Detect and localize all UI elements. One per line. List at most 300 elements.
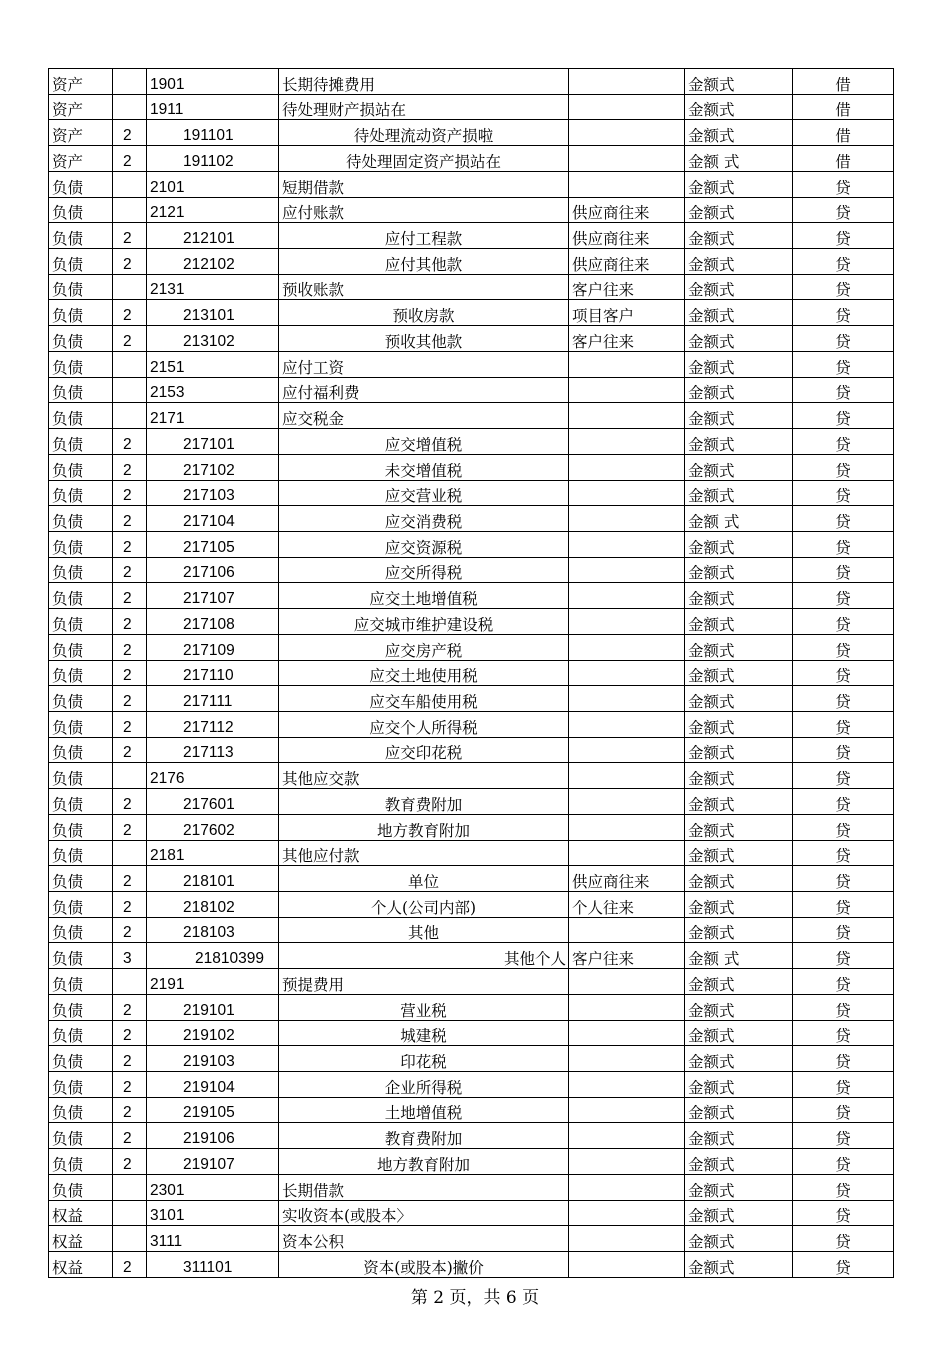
account-name-cell: 资本(或股本)撇价 bbox=[279, 1252, 569, 1278]
direction-cell: 贷 bbox=[793, 1072, 894, 1098]
table-row bbox=[49, 94, 894, 120]
auxiliary-cell bbox=[569, 660, 685, 686]
account-type-cell: 负债 bbox=[49, 711, 113, 737]
level-cell: 2 bbox=[113, 249, 147, 275]
account-code-cell: 217101 bbox=[147, 429, 279, 455]
account-type-cell: 负债 bbox=[49, 1020, 113, 1046]
table-row bbox=[49, 634, 894, 660]
table-row bbox=[49, 660, 894, 686]
direction-cell: 贷 bbox=[793, 480, 894, 506]
format-cell: 金额式 bbox=[685, 300, 793, 326]
account-code-cell: 219102 bbox=[147, 1020, 279, 1046]
format-cell: 金额式 bbox=[685, 351, 793, 377]
account-type-cell: 负债 bbox=[49, 197, 113, 223]
direction-cell: 贷 bbox=[793, 814, 894, 840]
direction-cell: 贷 bbox=[793, 943, 894, 969]
account-type-cell: 负债 bbox=[49, 917, 113, 943]
level-cell bbox=[113, 969, 147, 995]
account-type-cell: 负债 bbox=[49, 609, 113, 635]
account-code-cell: 217107 bbox=[147, 583, 279, 609]
account-name-cell: 应付其他款 bbox=[279, 249, 569, 275]
table-row bbox=[49, 146, 894, 172]
account-code-cell: 2181 bbox=[147, 840, 279, 866]
account-type-cell: 负债 bbox=[49, 1072, 113, 1098]
account-code-cell: 217109 bbox=[147, 634, 279, 660]
account-name-cell: 单位 bbox=[279, 866, 569, 892]
table-row bbox=[49, 737, 894, 763]
table-row bbox=[49, 1097, 894, 1123]
format-cell: 金额式 bbox=[685, 557, 793, 583]
direction-cell: 贷 bbox=[793, 1226, 894, 1252]
auxiliary-cell bbox=[569, 634, 685, 660]
format-cell: 金额式 bbox=[685, 840, 793, 866]
format-cell: 金额式 bbox=[685, 1072, 793, 1098]
auxiliary-cell bbox=[569, 1200, 685, 1226]
account-code-cell: 212101 bbox=[147, 223, 279, 249]
auxiliary-cell bbox=[569, 120, 685, 146]
account-name-cell: 应交税金 bbox=[279, 403, 569, 429]
level-cell: 2 bbox=[113, 1072, 147, 1098]
account-type-cell: 负债 bbox=[49, 351, 113, 377]
account-name-cell: 长期待摊费用 bbox=[279, 69, 569, 95]
table-row bbox=[49, 917, 894, 943]
account-type-cell: 负债 bbox=[49, 454, 113, 480]
table-row bbox=[49, 197, 894, 223]
account-code-cell: 219105 bbox=[147, 1097, 279, 1123]
account-name-cell: 应交土地使用税 bbox=[279, 660, 569, 686]
table-row bbox=[49, 403, 894, 429]
level-cell: 2 bbox=[113, 506, 147, 532]
direction-cell: 贷 bbox=[793, 634, 894, 660]
format-cell: 金额式 bbox=[685, 223, 793, 249]
table-row bbox=[49, 994, 894, 1020]
table-row bbox=[49, 866, 894, 892]
level-cell: 2 bbox=[113, 1252, 147, 1278]
format-cell: 金额式 bbox=[685, 1252, 793, 1278]
account-type-cell: 负债 bbox=[49, 506, 113, 532]
direction-cell: 借 bbox=[793, 94, 894, 120]
auxiliary-cell bbox=[569, 737, 685, 763]
level-cell bbox=[113, 197, 147, 223]
level-cell bbox=[113, 763, 147, 789]
table-row bbox=[49, 531, 894, 557]
direction-cell: 贷 bbox=[793, 197, 894, 223]
level-cell bbox=[113, 94, 147, 120]
account-name-cell: 应交个人所得税 bbox=[279, 711, 569, 737]
level-cell: 2 bbox=[113, 429, 147, 455]
account-code-cell: 218101 bbox=[147, 866, 279, 892]
account-name-cell: 应交城市维护建设税 bbox=[279, 609, 569, 635]
auxiliary-cell bbox=[569, 763, 685, 789]
account-name-cell: 应交房产税 bbox=[279, 634, 569, 660]
table-row bbox=[49, 1174, 894, 1200]
account-name-cell: 长期借款 bbox=[279, 1174, 569, 1200]
account-name-cell: 其他应交款 bbox=[279, 763, 569, 789]
page-number: 第 2 页，共 6 页 bbox=[410, 1288, 540, 1308]
format-cell: 金额式 bbox=[685, 531, 793, 557]
account-code-cell: 191102 bbox=[147, 146, 279, 172]
level-cell bbox=[113, 403, 147, 429]
account-code-cell: 217602 bbox=[147, 814, 279, 840]
account-code-cell: 3101 bbox=[147, 1200, 279, 1226]
account-code-cell: 217105 bbox=[147, 531, 279, 557]
account-name-cell: 待处理财产损站在 bbox=[279, 94, 569, 120]
auxiliary-cell bbox=[569, 557, 685, 583]
level-cell bbox=[113, 69, 147, 95]
direction-cell: 借 bbox=[793, 120, 894, 146]
auxiliary-cell bbox=[569, 1072, 685, 1098]
direction-cell: 贷 bbox=[793, 506, 894, 532]
auxiliary-cell bbox=[569, 814, 685, 840]
account-type-cell: 负债 bbox=[49, 1123, 113, 1149]
level-cell: 2 bbox=[113, 1149, 147, 1175]
table-row bbox=[49, 351, 894, 377]
auxiliary-cell bbox=[569, 917, 685, 943]
format-cell: 金额式 bbox=[685, 377, 793, 403]
auxiliary-cell bbox=[569, 171, 685, 197]
level-cell: 2 bbox=[113, 892, 147, 918]
account-code-cell: 219106 bbox=[147, 1123, 279, 1149]
account-name-cell: 应付工资 bbox=[279, 351, 569, 377]
auxiliary-cell bbox=[569, 506, 685, 532]
format-cell: 金额式 bbox=[685, 583, 793, 609]
direction-cell: 贷 bbox=[793, 1200, 894, 1226]
account-name-cell: 个人(公司内部) bbox=[279, 892, 569, 918]
level-cell bbox=[113, 1174, 147, 1200]
table-row bbox=[49, 892, 894, 918]
format-cell: 金额式 bbox=[685, 1046, 793, 1072]
account-name-cell: 应交印花税 bbox=[279, 737, 569, 763]
auxiliary-cell: 供应商往来 bbox=[569, 223, 685, 249]
format-cell: 金额式 bbox=[685, 892, 793, 918]
account-name-cell: 应交增值税 bbox=[279, 429, 569, 455]
format-cell: 金额式 bbox=[685, 1149, 793, 1175]
format-cell: 金额式 bbox=[685, 326, 793, 352]
auxiliary-cell bbox=[569, 840, 685, 866]
level-cell bbox=[113, 1226, 147, 1252]
account-name-cell: 教育费附加 bbox=[279, 789, 569, 815]
account-name-cell: 应付账款 bbox=[279, 197, 569, 223]
table-row bbox=[49, 557, 894, 583]
account-name-cell: 预提费用 bbox=[279, 969, 569, 995]
format-cell: 金额式 bbox=[685, 120, 793, 146]
format-cell: 金额式 bbox=[685, 403, 793, 429]
format-cell: 金额式 bbox=[685, 789, 793, 815]
account-name-cell: 待处理流动资产损啦 bbox=[279, 120, 569, 146]
table-row bbox=[49, 814, 894, 840]
account-type-cell: 负债 bbox=[49, 763, 113, 789]
auxiliary-cell bbox=[569, 146, 685, 172]
level-cell: 2 bbox=[113, 711, 147, 737]
format-cell: 金额式 bbox=[685, 814, 793, 840]
account-code-cell: 2171 bbox=[147, 403, 279, 429]
level-cell bbox=[113, 171, 147, 197]
account-name-cell: 印花税 bbox=[279, 1046, 569, 1072]
level-cell: 2 bbox=[113, 686, 147, 712]
account-type-cell: 负债 bbox=[49, 1097, 113, 1123]
level-cell bbox=[113, 377, 147, 403]
account-code-cell: 217113 bbox=[147, 737, 279, 763]
auxiliary-cell bbox=[569, 711, 685, 737]
direction-cell: 贷 bbox=[793, 351, 894, 377]
auxiliary-cell bbox=[569, 480, 685, 506]
auxiliary-cell bbox=[569, 1252, 685, 1278]
auxiliary-cell bbox=[569, 1149, 685, 1175]
table-row bbox=[49, 1226, 894, 1252]
format-cell: 金额 式 bbox=[685, 146, 793, 172]
level-cell: 2 bbox=[113, 814, 147, 840]
account-type-cell: 资产 bbox=[49, 146, 113, 172]
account-type-cell: 负债 bbox=[49, 737, 113, 763]
account-type-cell: 资产 bbox=[49, 69, 113, 95]
auxiliary-cell: 供应商往来 bbox=[569, 197, 685, 223]
account-type-cell: 负债 bbox=[49, 249, 113, 275]
account-type-cell: 负债 bbox=[49, 171, 113, 197]
account-type-cell: 负债 bbox=[49, 583, 113, 609]
account-code-cell: 2301 bbox=[147, 1174, 279, 1200]
auxiliary-cell bbox=[569, 531, 685, 557]
table-row bbox=[49, 1252, 894, 1278]
account-name-cell: 待处理固定资产损站在 bbox=[279, 146, 569, 172]
account-type-cell: 负债 bbox=[49, 634, 113, 660]
account-name-cell: 其他个人 bbox=[279, 943, 569, 969]
auxiliary-cell bbox=[569, 1123, 685, 1149]
table-row bbox=[49, 429, 894, 455]
table-row bbox=[49, 274, 894, 300]
direction-cell: 贷 bbox=[793, 892, 894, 918]
account-code-cell: 217111 bbox=[147, 686, 279, 712]
account-type-cell: 负债 bbox=[49, 789, 113, 815]
table-row bbox=[49, 223, 894, 249]
auxiliary-cell bbox=[569, 969, 685, 995]
account-name-cell: 营业税 bbox=[279, 994, 569, 1020]
account-type-cell: 负债 bbox=[49, 531, 113, 557]
account-type-cell: 负债 bbox=[49, 660, 113, 686]
level-cell: 2 bbox=[113, 480, 147, 506]
format-cell: 金额式 bbox=[685, 763, 793, 789]
level-cell: 2 bbox=[113, 326, 147, 352]
table-row bbox=[49, 300, 894, 326]
direction-cell: 贷 bbox=[793, 249, 894, 275]
level-cell: 2 bbox=[113, 994, 147, 1020]
account-type-cell: 负债 bbox=[49, 814, 113, 840]
account-type-cell: 负债 bbox=[49, 274, 113, 300]
format-cell: 金额式 bbox=[685, 917, 793, 943]
direction-cell: 贷 bbox=[793, 1097, 894, 1123]
direction-cell: 贷 bbox=[793, 660, 894, 686]
level-cell: 2 bbox=[113, 1123, 147, 1149]
format-cell: 金额式 bbox=[685, 711, 793, 737]
format-cell: 金额式 bbox=[685, 480, 793, 506]
account-code-cell: 217102 bbox=[147, 454, 279, 480]
direction-cell: 贷 bbox=[793, 763, 894, 789]
account-code-cell: 2121 bbox=[147, 197, 279, 223]
auxiliary-cell bbox=[569, 351, 685, 377]
table-row bbox=[49, 480, 894, 506]
account-type-cell: 负债 bbox=[49, 1046, 113, 1072]
table-row bbox=[49, 969, 894, 995]
account-code-cell: 213102 bbox=[147, 326, 279, 352]
table-row bbox=[49, 943, 894, 969]
account-type-cell: 负债 bbox=[49, 480, 113, 506]
direction-cell: 借 bbox=[793, 69, 894, 95]
account-name-cell: 城建税 bbox=[279, 1020, 569, 1046]
auxiliary-cell bbox=[569, 583, 685, 609]
level-cell: 2 bbox=[113, 789, 147, 815]
format-cell: 金额式 bbox=[685, 69, 793, 95]
account-name-cell: 短期借款 bbox=[279, 171, 569, 197]
direction-cell: 贷 bbox=[793, 866, 894, 892]
direction-cell: 贷 bbox=[793, 377, 894, 403]
account-name-cell: 预收其他款 bbox=[279, 326, 569, 352]
auxiliary-cell: 项目客户 bbox=[569, 300, 685, 326]
table-row bbox=[49, 1072, 894, 1098]
account-code-cell: 219107 bbox=[147, 1149, 279, 1175]
account-name-cell: 未交增值税 bbox=[279, 454, 569, 480]
direction-cell: 贷 bbox=[793, 403, 894, 429]
level-cell bbox=[113, 1200, 147, 1226]
table-row bbox=[49, 1020, 894, 1046]
account-code-cell: 2131 bbox=[147, 274, 279, 300]
auxiliary-cell bbox=[569, 1097, 685, 1123]
account-name-cell: 企业所得税 bbox=[279, 1072, 569, 1098]
account-type-cell: 资产 bbox=[49, 120, 113, 146]
auxiliary-cell bbox=[569, 429, 685, 455]
table-row bbox=[49, 377, 894, 403]
account-code-cell: 311101 bbox=[147, 1252, 279, 1278]
table-row bbox=[49, 1046, 894, 1072]
table-row bbox=[49, 454, 894, 480]
account-name-cell: 地方教育附加 bbox=[279, 814, 569, 840]
format-cell: 金额式 bbox=[685, 94, 793, 120]
level-cell: 2 bbox=[113, 660, 147, 686]
account-type-cell: 负债 bbox=[49, 969, 113, 995]
account-table bbox=[48, 68, 894, 1278]
format-cell: 金额 式 bbox=[685, 506, 793, 532]
format-cell: 金额式 bbox=[685, 634, 793, 660]
auxiliary-cell bbox=[569, 69, 685, 95]
auxiliary-cell: 客户往来 bbox=[569, 326, 685, 352]
account-name-cell: 应付工程款 bbox=[279, 223, 569, 249]
direction-cell: 贷 bbox=[793, 223, 894, 249]
direction-cell: 贷 bbox=[793, 917, 894, 943]
table-row bbox=[49, 763, 894, 789]
account-name-cell: 教育费附加 bbox=[279, 1123, 569, 1149]
direction-cell: 贷 bbox=[793, 1149, 894, 1175]
account-code-cell: 2153 bbox=[147, 377, 279, 403]
auxiliary-cell bbox=[569, 686, 685, 712]
direction-cell: 贷 bbox=[793, 531, 894, 557]
direction-cell: 贷 bbox=[793, 686, 894, 712]
account-type-cell: 负债 bbox=[49, 994, 113, 1020]
level-cell: 2 bbox=[113, 223, 147, 249]
level-cell: 2 bbox=[113, 583, 147, 609]
account-type-cell: 负债 bbox=[49, 403, 113, 429]
direction-cell: 贷 bbox=[793, 1123, 894, 1149]
account-name-cell: 资本公积 bbox=[279, 1226, 569, 1252]
account-type-cell: 负债 bbox=[49, 300, 113, 326]
account-code-cell: 2101 bbox=[147, 171, 279, 197]
direction-cell: 贷 bbox=[793, 274, 894, 300]
level-cell: 2 bbox=[113, 146, 147, 172]
format-cell: 金额式 bbox=[685, 454, 793, 480]
direction-cell: 贷 bbox=[793, 583, 894, 609]
format-cell: 金额式 bbox=[685, 274, 793, 300]
format-cell: 金额式 bbox=[685, 171, 793, 197]
level-cell: 2 bbox=[113, 300, 147, 326]
table-row bbox=[49, 609, 894, 635]
direction-cell: 贷 bbox=[793, 789, 894, 815]
table-row bbox=[49, 789, 894, 815]
format-cell: 金额式 bbox=[685, 737, 793, 763]
level-cell bbox=[113, 351, 147, 377]
direction-cell: 贷 bbox=[793, 969, 894, 995]
table-row bbox=[49, 120, 894, 146]
format-cell: 金额式 bbox=[685, 609, 793, 635]
direction-cell: 贷 bbox=[793, 429, 894, 455]
table-row bbox=[49, 249, 894, 275]
direction-cell: 贷 bbox=[793, 454, 894, 480]
level-cell: 2 bbox=[113, 737, 147, 763]
table-row bbox=[49, 686, 894, 712]
table-row bbox=[49, 326, 894, 352]
account-code-cell: 218102 bbox=[147, 892, 279, 918]
table-row bbox=[49, 506, 894, 532]
account-type-cell: 负债 bbox=[49, 686, 113, 712]
table-row bbox=[49, 1149, 894, 1175]
table-row bbox=[49, 711, 894, 737]
level-cell: 2 bbox=[113, 454, 147, 480]
format-cell: 金额式 bbox=[685, 1174, 793, 1200]
direction-cell: 贷 bbox=[793, 609, 894, 635]
account-code-cell: 2151 bbox=[147, 351, 279, 377]
format-cell: 金额式 bbox=[685, 249, 793, 275]
format-cell: 金额式 bbox=[685, 969, 793, 995]
level-cell: 2 bbox=[113, 866, 147, 892]
account-code-cell: 219101 bbox=[147, 994, 279, 1020]
auxiliary-cell bbox=[569, 1174, 685, 1200]
account-table-body bbox=[49, 69, 894, 1278]
account-type-cell: 负债 bbox=[49, 866, 113, 892]
account-name-cell: 应交消费税 bbox=[279, 506, 569, 532]
account-type-cell: 权益 bbox=[49, 1200, 113, 1226]
auxiliary-cell bbox=[569, 1020, 685, 1046]
auxiliary-cell bbox=[569, 377, 685, 403]
level-cell: 2 bbox=[113, 609, 147, 635]
account-code-cell: 1911 bbox=[147, 94, 279, 120]
direction-cell: 贷 bbox=[793, 171, 894, 197]
table-row bbox=[49, 583, 894, 609]
account-name-cell: 应交土地增值税 bbox=[279, 583, 569, 609]
account-type-cell: 权益 bbox=[49, 1252, 113, 1278]
account-type-cell: 负债 bbox=[49, 892, 113, 918]
format-cell: 金额式 bbox=[685, 1200, 793, 1226]
level-cell: 2 bbox=[113, 917, 147, 943]
format-cell: 金额式 bbox=[685, 1123, 793, 1149]
account-code-cell: 217108 bbox=[147, 609, 279, 635]
table-row bbox=[49, 1123, 894, 1149]
account-code-cell: 3111 bbox=[147, 1226, 279, 1252]
account-code-cell: 217112 bbox=[147, 711, 279, 737]
auxiliary-cell bbox=[569, 454, 685, 480]
format-cell: 金额式 bbox=[685, 1226, 793, 1252]
level-cell bbox=[113, 840, 147, 866]
format-cell: 金额式 bbox=[685, 197, 793, 223]
auxiliary-cell bbox=[569, 609, 685, 635]
account-name-cell: 其他 bbox=[279, 917, 569, 943]
auxiliary-cell bbox=[569, 789, 685, 815]
account-type-cell: 负债 bbox=[49, 223, 113, 249]
